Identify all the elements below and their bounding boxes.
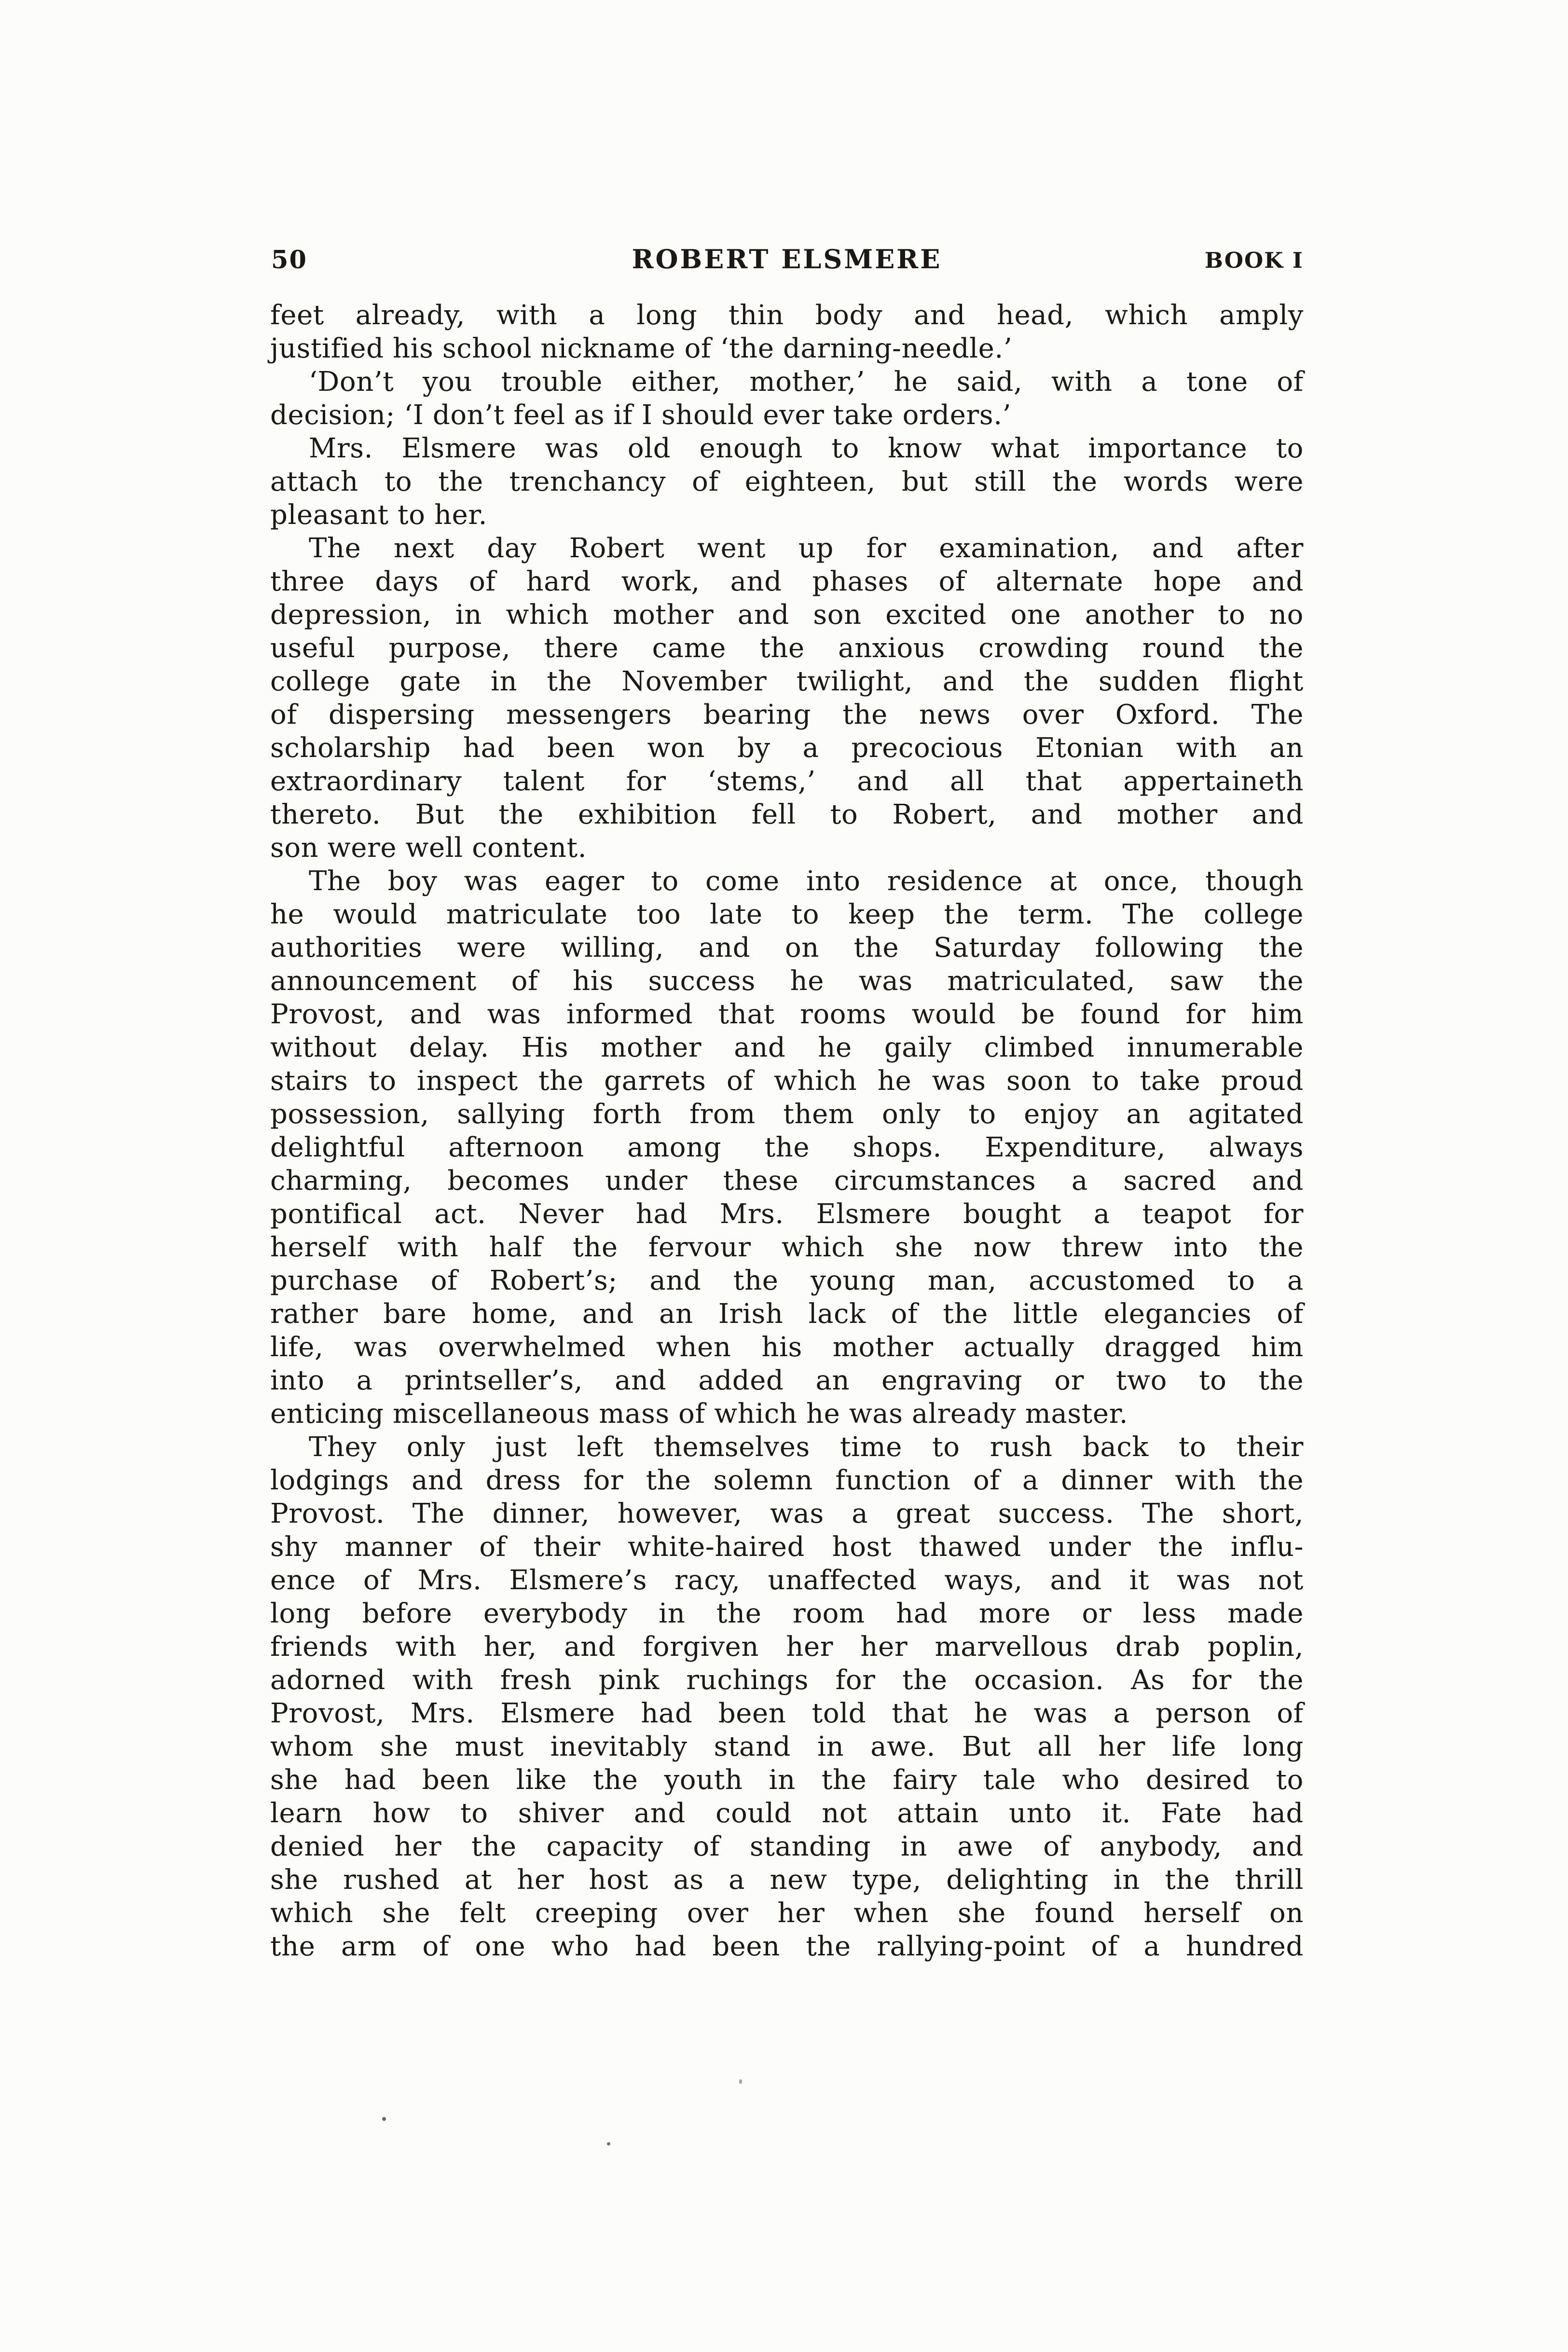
text-line: thereto. But the exhibition fell to Robert, and mother and: [270, 799, 1304, 830]
text-line: three days of hard work, and phases of alternate hope and: [270, 566, 1304, 597]
text-line: she rushed at her host as a new type, delighting in the thrill: [270, 1864, 1304, 1896]
text-line: into a printseller’s, and added an engraving or two to the: [270, 1365, 1304, 1396]
text-line: attach to the trenchancy of eighteen, but still the words were: [270, 466, 1304, 497]
text-line: which she felt creeping over her when she found herself on: [270, 1898, 1304, 1929]
text-line: decision; ‘I don’t feel as if I should ever take orders.’: [270, 399, 1012, 431]
text-line: son were well content.: [270, 832, 587, 864]
text-line: The next day Robert went up for examination, and after: [309, 533, 1304, 564]
scan-speck: [739, 2079, 742, 2084]
text-line: without delay. His mother and he gaily climbed innumerable: [270, 1032, 1304, 1063]
text-line: rather bare home, and an Irish lack of the little elegancies of: [270, 1298, 1304, 1330]
text-line: feet already, with a long thin body and head, which amply: [270, 300, 1304, 331]
text-line: Provost, and was informed that rooms would be found for him: [270, 999, 1304, 1030]
scan-speck: [607, 2142, 610, 2146]
text-line: denied her the capacity of standing in awe of anybody, and: [270, 1831, 1304, 1862]
text-line: whom she must inevitably stand in awe. But all her life long: [270, 1731, 1304, 1762]
text-line: depression, in which mother and son excited one another to no: [270, 599, 1304, 631]
text-line: learn how to shiver and could not attain unto it. Fate had: [270, 1798, 1304, 1829]
text-line: useful purpose, there came the anxious crowding round the: [270, 633, 1304, 664]
text-line: enticing miscellaneous mass of which he was already master.: [270, 1398, 1128, 1430]
paragraph: [270, 1430, 1304, 1963]
scan-speck: [382, 2117, 386, 2121]
text-line: long before everybody in the room had more or less made: [270, 1598, 1304, 1629]
text-line: the arm of one who had been the rallying-point of a hundred: [270, 1931, 1304, 1962]
text-line: charming, becomes under these circumstances a sacred and: [270, 1165, 1304, 1197]
text-line: of dispersing messengers bearing the news over Oxford. The: [270, 699, 1304, 730]
text-line: shy manner of their white-haired host thawed under the influ-: [270, 1531, 1304, 1563]
text-line: scholarship had been won by a precocious Etonian with an: [270, 732, 1304, 764]
text-line: stairs to inspect the garrets of which he was soon to take proud: [270, 1065, 1304, 1097]
text-line: adorned with fresh pink ruchings for the occasion. As for the: [270, 1664, 1304, 1696]
paragraph: [270, 532, 1304, 865]
text-line: justified his school nickname of ‘the darning-needle.’: [270, 333, 1013, 364]
text-block: [270, 299, 1304, 1963]
text-line: Provost, Mrs. Elsmere had been told that he was a person of: [270, 1698, 1304, 1729]
text-line: authorities were willing, and on the Saturday following the: [270, 932, 1304, 963]
text-line: lodgings and dress for the solemn function of a dinner with the: [270, 1465, 1304, 1496]
book-page: [270, 244, 1304, 1963]
text-line: The boy was eager to come into residence at once, though: [309, 866, 1304, 897]
text-line: Provost. The dinner, however, was a great success. The short,: [270, 1498, 1304, 1529]
text-line: college gate in the November twilight, and the sudden flight: [270, 666, 1304, 697]
text-line: he would matriculate too late to keep the term. The college: [270, 899, 1304, 930]
paragraph: [270, 865, 1304, 1430]
text-line: possession, sallying forth from them only to enjoy an agitated: [270, 1099, 1304, 1130]
text-line: ence of Mrs. Elsmere’s racy, unaffected ways, and it was not: [270, 1565, 1304, 1596]
text-line: life, was overwhelmed when his mother actually dragged him: [270, 1332, 1304, 1363]
book-section-label: BOOK I: [1204, 248, 1304, 273]
page-number: 50: [271, 246, 307, 275]
text-line: friends with her, and forgiven her her marvellous drab poplin,: [270, 1631, 1304, 1663]
paragraph: [270, 365, 1304, 432]
text-line: They only just left themselves time to rush back to their: [309, 1431, 1304, 1463]
text-line: purchase of Robert’s; and the young man, accustomed to a: [270, 1265, 1304, 1296]
paragraph: [270, 299, 1304, 365]
text-line: Mrs. Elsmere was old enough to know what importance to: [309, 433, 1304, 464]
text-line: delightful afternoon among the shops. Expenditure, always: [270, 1132, 1304, 1163]
text-line: extraordinary talent for ‘stems,’ and all that appertaineth: [270, 766, 1304, 797]
text-line: herself with half the fervour which she now threw into the: [270, 1232, 1304, 1263]
text-line: pleasant to her.: [270, 499, 488, 531]
text-line: pontifical act. Never had Mrs. Elsmere bought a teapot for: [270, 1198, 1304, 1230]
text-line: she had been like the youth in the fairy tale who desired to: [270, 1764, 1304, 1796]
text-line: announcement of his success he was matriculated, saw the: [270, 965, 1304, 997]
running-title: ROBERT ELSMERE: [632, 244, 942, 275]
paragraph: [270, 432, 1304, 532]
page-header: [270, 244, 1304, 275]
text-line: ‘Don’t you trouble either, mother,’ he said, with a tone of: [309, 366, 1304, 398]
